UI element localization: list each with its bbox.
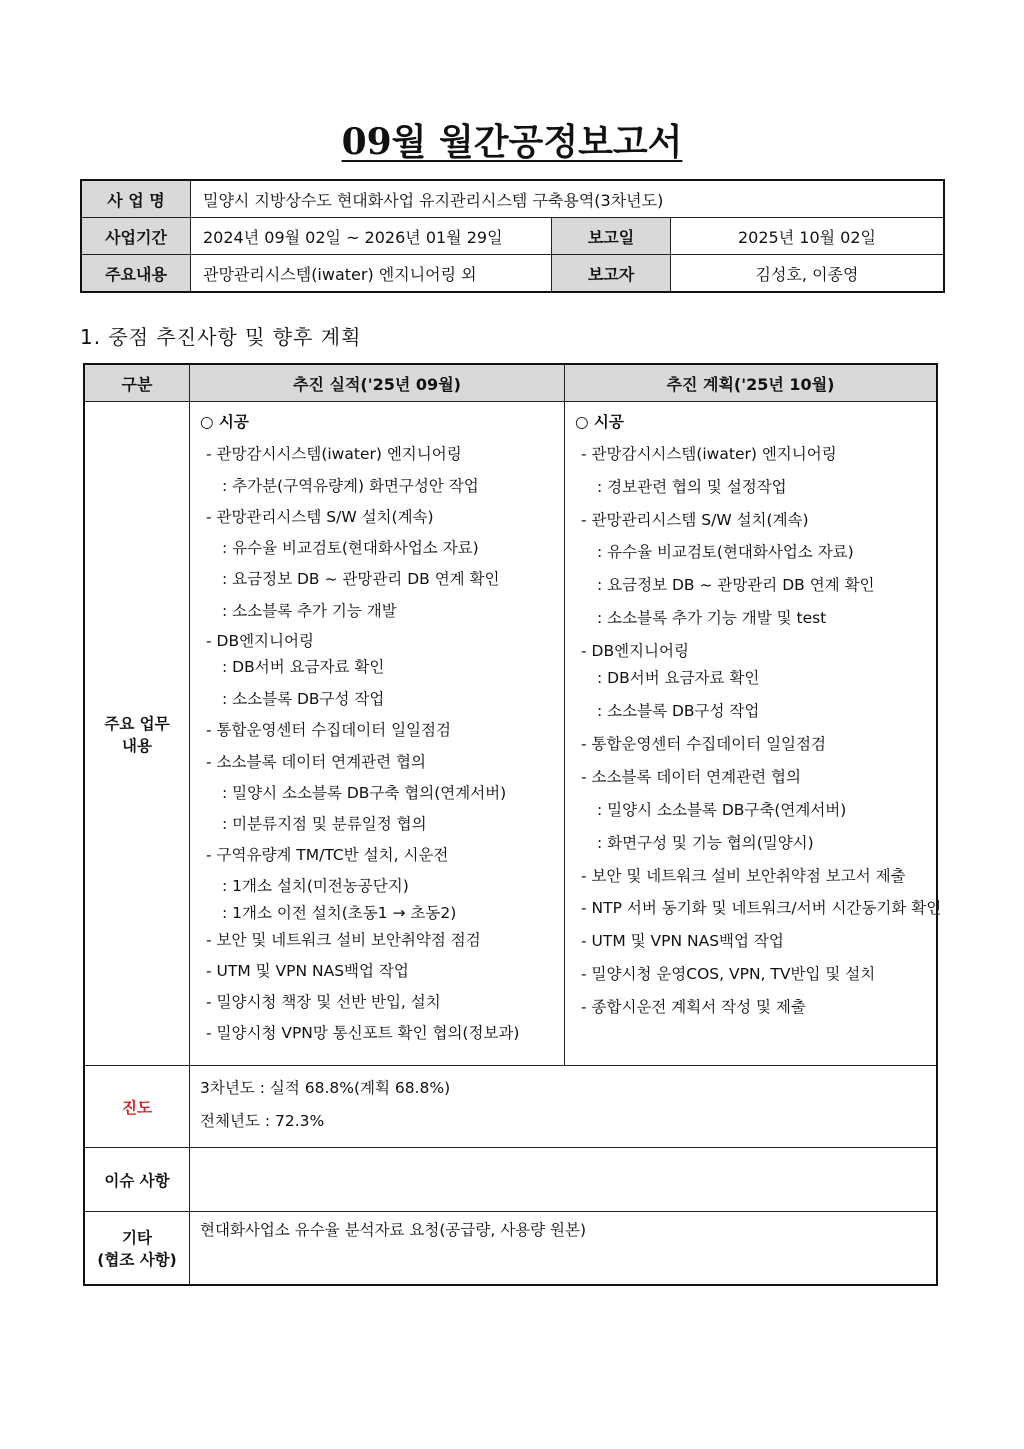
list-item: : 경보관련 협의 및 설정작업 [597, 478, 787, 496]
etc-label: 기타 (협조 사항) [84, 1212, 190, 1285]
report-date-value: 2025년 10월 02일 [671, 218, 945, 255]
list-item: - 관망감시시스템(iwater) 엔지니어링 [581, 445, 837, 463]
list-item: : 유수율 비교검토(현대화사업소 자료) [597, 543, 854, 561]
results-header: 추진 실적('25년 09월) [190, 364, 565, 402]
section-heading: 1. 중점 추진사항 및 향후 계획 [80, 325, 362, 349]
list-item: - 통합운영센터 수집데이터 일일점검 [581, 735, 826, 753]
list-item: : 밀양시 소소블록 DB구축 협의(연계서버) [222, 784, 507, 802]
issue-value [190, 1148, 938, 1212]
list-item: : DB서버 요금자료 확인 [597, 669, 760, 687]
list-item: - 통합운영센터 수집데이터 일일점검 [206, 721, 451, 739]
list-item: - 밀양시청 운영COS, VPN, TV반입 및 설치 [581, 965, 876, 983]
plan-cell [565, 402, 942, 1066]
project-info-table [80, 179, 945, 293]
etc-value: 현대화사업소 유수율 분석자료 요청(공급량, 사용량 원본) [190, 1212, 938, 1285]
progress-label: 진도 [84, 1066, 190, 1148]
list-item: - UTM 및 VPN NAS백업 작업 [581, 932, 784, 950]
list-item: - 관망관리시스템 S/W 설치(계속) [581, 511, 809, 529]
reporter-value: 김성호, 이종영 [671, 255, 945, 293]
list-item: : 밀양시 소소블록 DB구축(연계서버) [597, 801, 847, 819]
list-item: : 추가분(구역유량계) 화면구성안 작업 [222, 477, 479, 495]
list-item: - 구역유량계 TM/TC반 설치, 시운전 [206, 846, 449, 864]
progress-table [83, 363, 942, 1286]
list-item: : 화면구성 및 기능 협의(밀양시) [597, 834, 814, 852]
plan-header: 추진 계획('25년 10월) [565, 364, 938, 402]
main-content-label: 주요내용 [81, 255, 191, 293]
category-header: 구분 [84, 364, 190, 402]
main-work-label: 주요 업무 내용 [84, 402, 190, 1066]
list-item: - UTM 및 VPN NAS백업 작업 [206, 962, 409, 980]
list-item: ○ 시공 [575, 413, 624, 431]
list-item: - DB엔지니어링 [581, 642, 689, 660]
list-item: - 보안 및 네트워크 설비 보안취약점 보고서 제출 [581, 867, 906, 885]
project-period-label: 사업기간 [81, 218, 191, 255]
project-name-label: 사 업 명 [81, 180, 191, 218]
list-item: : 1개소 설치(미전농공단지) [222, 877, 409, 895]
reporter-label: 보고자 [552, 255, 671, 293]
list-item: : 소소블록 DB구성 작업 [222, 690, 385, 708]
list-item: - 소소블록 데이터 연계관련 협의 [581, 768, 801, 786]
list-item: : 소소블록 DB구성 작업 [597, 702, 760, 720]
report-date-label: 보고일 [552, 218, 671, 255]
list-item: : 유수율 비교검토(현대화사업소 자료) [222, 539, 479, 557]
list-item: : 미분류지점 및 분류일정 협의 [222, 815, 427, 833]
project-period-value: 2024년 09월 02일 ~ 2026년 01월 29일 [191, 218, 552, 255]
list-item: : 요금정보 DB ~ 관망관리 DB 연계 확인 [222, 570, 500, 588]
main-content-value: 관망관리시스템(iwater) 엔지니어링 외 [191, 255, 552, 293]
list-item: - 관망감시시스템(iwater) 엔지니어링 [206, 445, 462, 463]
list-item: - NTP 서버 동기화 및 네트워크/서버 시간동기화 확인 [581, 899, 942, 917]
progress-line-total: 전체년도 : 72.3% [200, 1112, 325, 1130]
list-item: - 소소블록 데이터 연계관련 협의 [206, 753, 426, 771]
progress-line-current: 3차년도 : 실적 68.8%(계획 68.8%) [200, 1079, 451, 1097]
page-title: 09월 월간공정보고서 [341, 121, 683, 163]
list-item: - 관망관리시스템 S/W 설치(계속) [206, 508, 434, 526]
list-item: - 밀양시청 VPN망 통신포트 확인 협의(정보과) [206, 1024, 520, 1042]
list-item: ○ 시공 [200, 413, 249, 431]
list-item: : DB서버 요금자료 확인 [222, 658, 385, 676]
progress-value [190, 1066, 938, 1148]
list-item: - 밀양시청 책장 및 선반 반입, 설치 [206, 993, 441, 1011]
list-item: : 1개소 이전 설치(초동1 → 초동2) [222, 904, 457, 922]
list-item: : 요금정보 DB ~ 관망관리 DB 연계 확인 [597, 576, 875, 594]
list-item: - DB엔지니어링 [206, 632, 314, 650]
list-item: - 종합시운전 계획서 작성 및 제출 [581, 998, 806, 1016]
issue-label: 이슈 사항 [84, 1148, 190, 1212]
list-item: : 소소블록 추가 기능 개발 [222, 602, 397, 620]
list-item: : 소소블록 추가 기능 개발 및 test [597, 609, 827, 627]
results-cell [190, 402, 565, 1066]
project-name-value: 밀양시 지방상수도 현대화사업 유지관리시스템 구축용역(3차년도) [191, 180, 945, 218]
list-item: - 보안 및 네트워크 설비 보안취약점 점검 [206, 931, 481, 949]
